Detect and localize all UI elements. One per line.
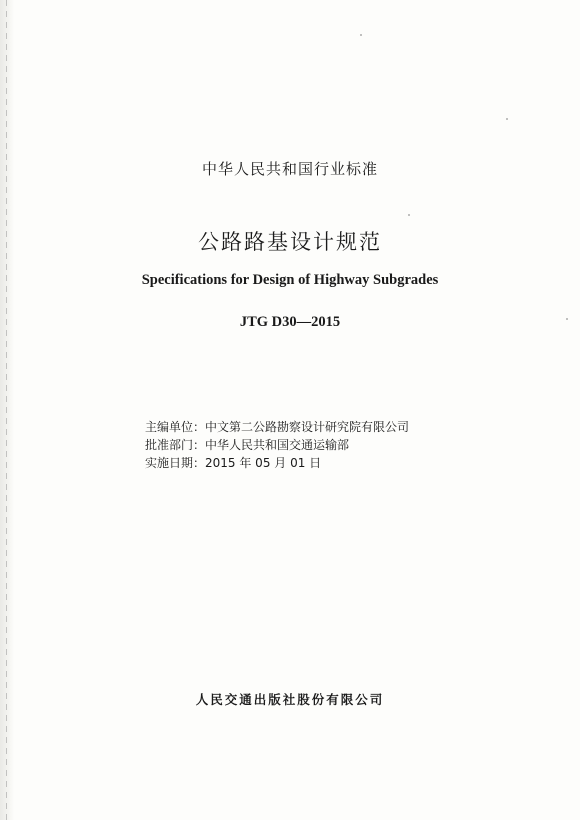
- scan-speck: [360, 34, 362, 36]
- standard-category: 中华人民共和国行业标准: [201, 160, 378, 178]
- meta-label: 主编单位：: [145, 420, 206, 434]
- meta-value: 2015 年 05 月 01 日: [205, 456, 322, 470]
- publisher-name: 人民交通出版社股份有限公司: [195, 692, 385, 707]
- standard-code: JTG D30—2015: [239, 314, 341, 330]
- approving-dept-row: [145, 436, 409, 454]
- effective-date-row: [145, 454, 409, 472]
- meta-label: 实施日期：: [145, 456, 206, 470]
- scan-speck: [506, 118, 508, 120]
- document-title-chinese: 公路路基设计规范: [198, 230, 382, 254]
- meta-value: 中华人民共和国交通运输部: [205, 438, 350, 452]
- meta-value: 中文第二公路勘察设计研究院有限公司: [205, 420, 410, 434]
- scan-speck: [408, 214, 410, 216]
- meta-label: 批准部门：: [145, 438, 206, 452]
- chief-editor-row: [145, 418, 409, 436]
- publication-info: [145, 418, 409, 472]
- document-title-english: Specifications for Design of Highway Subgrades: [141, 272, 439, 288]
